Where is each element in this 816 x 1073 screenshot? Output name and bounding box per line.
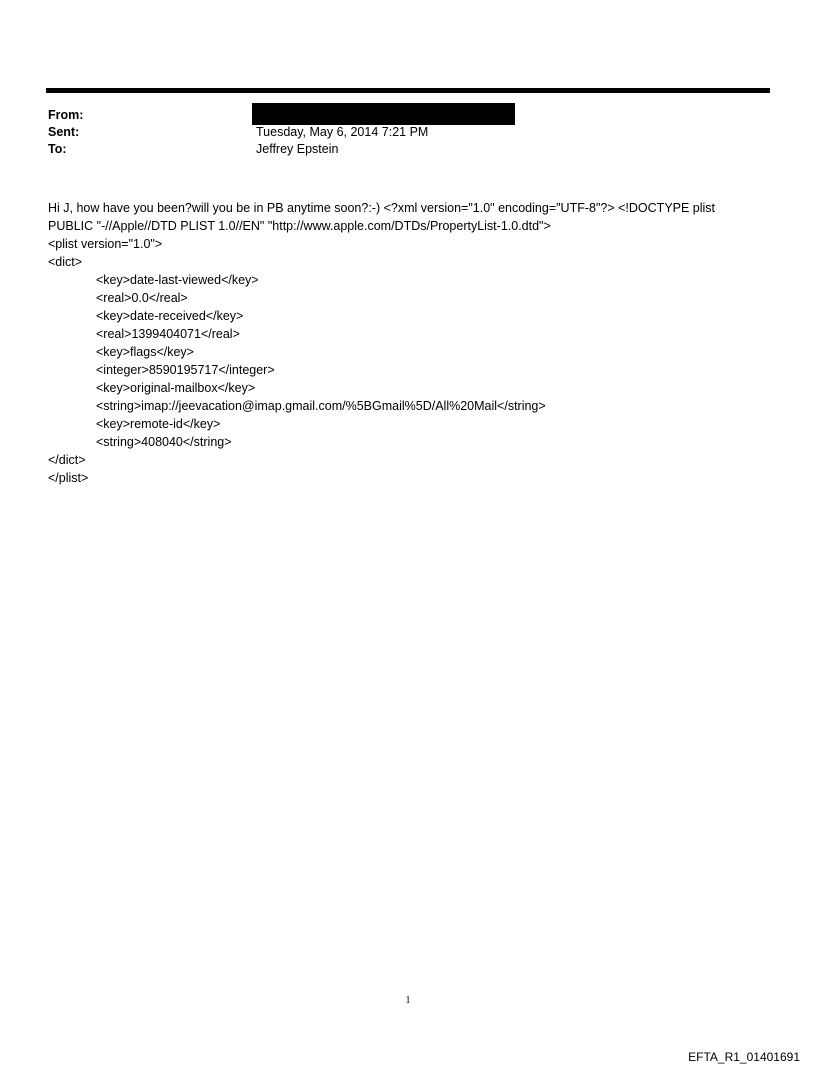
body-line: <key>date-last-viewed</key> <box>96 273 259 287</box>
body-line: Hi J, how have you been?will you be in PB anytime soon?:-) <?xml version="1.0" encoding="UTF-8"?> <!DOCTYPE plist <box>48 201 716 215</box>
from-label: From: <box>48 108 84 122</box>
from-row <box>48 108 748 125</box>
sent-row <box>48 125 748 142</box>
sent-label: Sent: <box>48 125 80 139</box>
body-line: <key>original-mailbox</key> <box>96 381 256 395</box>
body-line: <integer>8590195717</integer> <box>96 363 275 377</box>
header-rule <box>46 88 770 93</box>
body-line: <string>imap://jeevacation@imap.gmail.com/%5BGmail%5D/All%20Mail</string> <box>96 399 546 413</box>
body-line: </plist> <box>48 471 89 485</box>
body-line: <string>408040</string> <box>96 435 232 449</box>
sent-value: Tuesday, May 6, 2014 7:21 PM <box>256 125 429 139</box>
email-body <box>48 199 768 487</box>
body-line: <key>date-received</key> <box>96 309 244 323</box>
body-line: PUBLIC "-//Apple//DTD PLIST 1.0//EN" "http://www.apple.com/DTDs/PropertyList-1.0.dtd"> <box>48 219 551 233</box>
body-line: <real>0.0</real> <box>96 291 188 305</box>
to-value: Jeffrey Epstein <box>256 142 339 156</box>
body-line: <key>flags</key> <box>96 345 194 359</box>
to-row <box>48 142 748 159</box>
body-line: <dict> <box>48 255 83 269</box>
body-line: <plist version="1.0"> <box>48 237 163 251</box>
redaction-box <box>252 103 515 125</box>
body-line: <key>remote-id</key> <box>96 417 221 431</box>
bates-number: EFTA_R1_01401691 <box>688 1050 800 1064</box>
to-label: To: <box>48 142 67 156</box>
email-header <box>48 108 748 159</box>
body-line: <real>1399404071</real> <box>96 327 240 341</box>
body-line: </dict> <box>48 453 86 467</box>
page-number: 1 <box>405 995 411 1006</box>
